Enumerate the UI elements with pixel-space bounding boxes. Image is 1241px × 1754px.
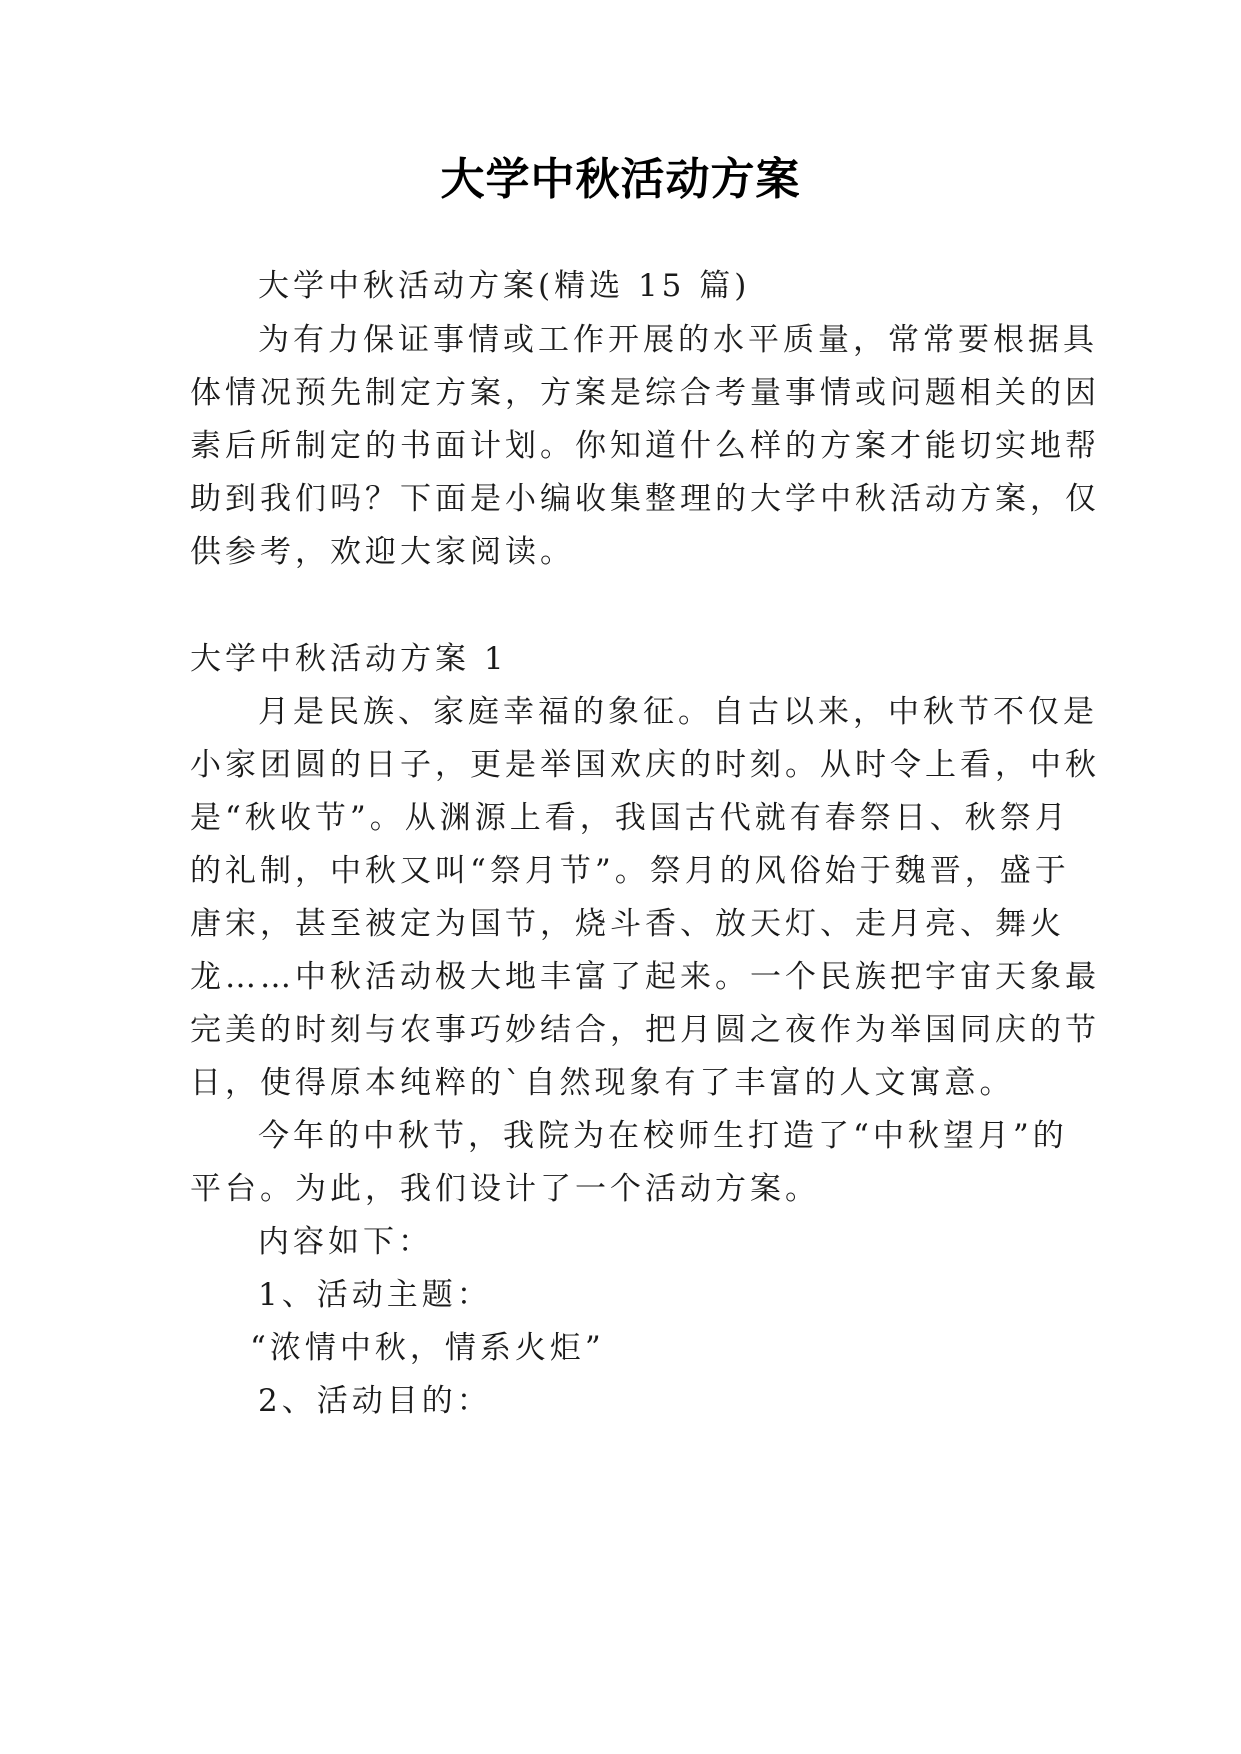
item1-value: “浓情中秋，情系火炬”: [250, 1330, 605, 1366]
para1-line-8: 日，使得原本纯粹的`自然现象有了丰富的人文寓意。: [190, 1065, 1015, 1101]
content-label: 内容如下：: [258, 1224, 433, 1260]
intro-line-3: 素后所制定的书面计划。你知道什么样的方案才能切实地帮: [190, 428, 1100, 464]
para1-line-7: 完美的时刻与农事巧妙结合，把月圆之夜作为举国同庆的节: [190, 1012, 1100, 1048]
para1-line-5: 唐宋，甚至被定为国节，烧斗香、放天灯、走月亮、舞火: [190, 906, 1065, 942]
para1-line-3: 是“秋收节”。从渊源上看，我国古代就有春祭日、秋祭月: [190, 800, 1070, 836]
item2-label: 2、活动目的：: [258, 1383, 492, 1419]
intro-line-2: 体情况预先制定方案，方案是综合考量事情或问题相关的因: [190, 375, 1100, 411]
intro-line-4: 助到我们吗？下面是小编收集整理的大学中秋活动方案，仅: [190, 481, 1100, 517]
para1-line-6: 龙……中秋活动极大地丰富了起来。一个民族把宇宙天象最: [190, 959, 1100, 995]
section-heading: 大学中秋活动方案 1: [190, 641, 508, 677]
document-title: 大学中秋活动方案: [440, 154, 801, 205]
para1-line-4: 的礼制，中秋又叫“祭月节”。祭月的风俗始于魏晋，盛于: [190, 853, 1070, 889]
item1-label: 1、活动主题：: [258, 1277, 492, 1313]
para2-line-2: 平台。为此，我们设计了一个活动方案。: [190, 1171, 820, 1207]
para2-line-1: 今年的中秋节，我院为在校师生打造了“中秋望月”的: [258, 1118, 1068, 1154]
intro-line-1: 为有力保证事情或工作开展的水平质量，常常要根据具: [258, 322, 1098, 358]
document-subtitle: 大学中秋活动方案(精选 15 篇): [258, 268, 751, 304]
intro-line-5: 供参考，欢迎大家阅读。: [190, 534, 575, 570]
para1-line-2: 小家团圆的日子，更是举国欢庆的时刻。从时令上看，中秋: [190, 747, 1100, 783]
para1-line-1: 月是民族、家庭幸福的象征。自古以来，中秋节不仅是: [258, 694, 1098, 730]
